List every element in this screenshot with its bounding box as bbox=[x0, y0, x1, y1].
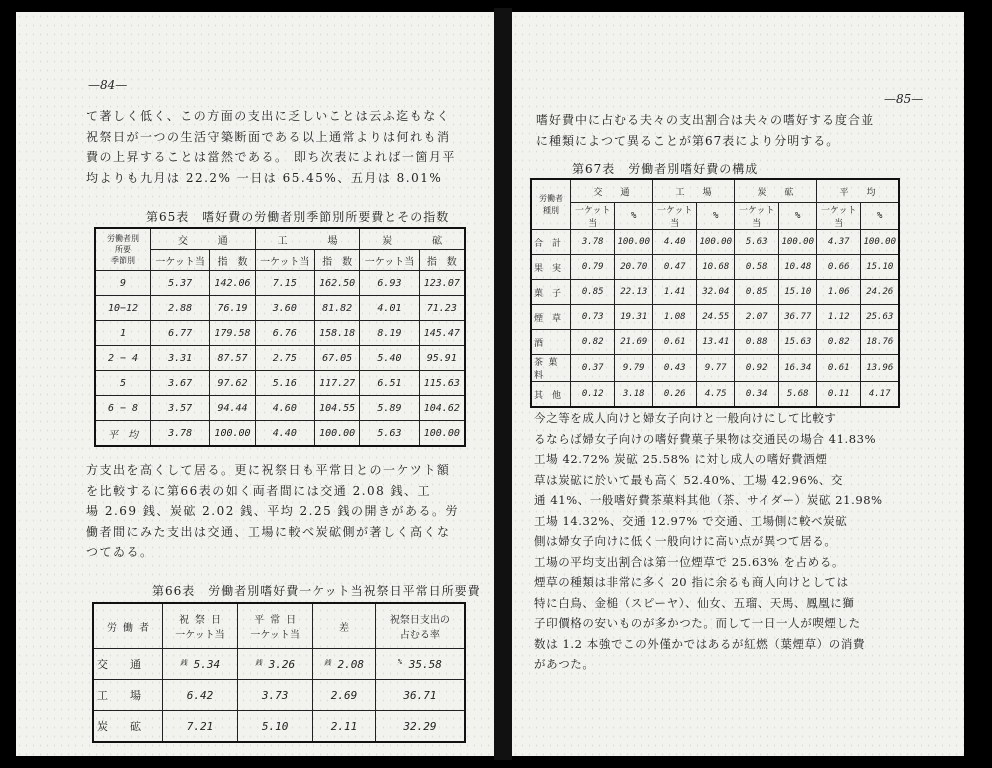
cell: 1.06 bbox=[817, 280, 861, 305]
cell: 0.26 bbox=[653, 382, 697, 408]
cell: 2.69 bbox=[313, 680, 376, 711]
table-corner-cell bbox=[95, 228, 151, 271]
cell: 15.10 bbox=[861, 255, 899, 280]
text-line: 均よりも九月は 22.2% 一日は 65.45%、五月は 8.01% bbox=[86, 170, 443, 185]
cell: 100.00 bbox=[210, 421, 255, 447]
cell: 3.57 bbox=[151, 396, 210, 421]
row-label: 工 場 bbox=[93, 680, 163, 711]
cell: 3.31 bbox=[151, 346, 210, 371]
cell: 7.15 bbox=[255, 271, 314, 296]
cell: 162.50 bbox=[314, 271, 359, 296]
cell: 0.58 bbox=[735, 255, 779, 280]
right-page bbox=[512, 12, 964, 756]
cell: 145.47 bbox=[419, 321, 465, 346]
row-label: 交 通 bbox=[93, 649, 163, 680]
text-line: 嗜好費中に占むる夫々の支出割合は夫々の嗜好する度合並 bbox=[536, 113, 875, 127]
text-line: 草は炭砿に於いて最も高く 52.40%、工場 42.96%、交 bbox=[534, 472, 844, 487]
table-row bbox=[531, 330, 899, 355]
text-line: つてゐる。 bbox=[86, 545, 154, 559]
cell bbox=[238, 649, 313, 680]
cell: 8.19 bbox=[360, 321, 419, 346]
cell: 94.44 bbox=[210, 396, 255, 421]
row-label: 煙 草 bbox=[531, 305, 571, 330]
cell bbox=[163, 649, 238, 680]
cell: 5.10 bbox=[238, 711, 313, 743]
cell: 100.00 bbox=[314, 421, 359, 447]
cell: 0.88 bbox=[735, 330, 779, 355]
cell: 1.12 bbox=[817, 305, 861, 330]
cell: 0.92 bbox=[735, 355, 779, 382]
table-row bbox=[93, 680, 465, 711]
cell: 67.05 bbox=[314, 346, 359, 371]
cell: 3.78 bbox=[151, 421, 210, 447]
cell: 19.31 bbox=[615, 305, 653, 330]
column-subheader: % bbox=[615, 203, 653, 230]
cell: 1.41 bbox=[653, 280, 697, 305]
cell: 4.75 bbox=[697, 382, 735, 408]
cell: 0.82 bbox=[817, 330, 861, 355]
column-group-header: 交 通 bbox=[151, 228, 256, 250]
text-line: 方支出を高くして居る。更に祝祭日も平常日との一ケツト額 bbox=[86, 463, 451, 477]
cell: 0.34 bbox=[735, 382, 779, 408]
table-row bbox=[531, 255, 899, 280]
text-line: 働者間にみた支出は交通、工場に較べ炭砿側が著しく高くな bbox=[86, 524, 451, 539]
cell: 0.85 bbox=[571, 280, 615, 305]
row-label: 茶 菓 料 bbox=[531, 355, 571, 382]
cell: 6.51 bbox=[360, 371, 419, 396]
cell: 158.18 bbox=[314, 321, 359, 346]
cell-value: 3.26 bbox=[268, 657, 296, 671]
row-label: 果 実 bbox=[531, 255, 571, 280]
text-line: 特に白鳥、金槌（スピーヤ）、仙女、五瑠、天馬、鳳凰に獅 bbox=[534, 595, 855, 610]
cell-value: 5.34 bbox=[193, 657, 221, 671]
text-line: 煙草の種類は非常に多く 20 指に余るも商人向けとしては bbox=[534, 575, 849, 589]
column-group-header: 平 均 bbox=[817, 179, 900, 203]
cell: 4.60 bbox=[255, 396, 314, 421]
row-label: 酒 bbox=[531, 330, 571, 355]
text-line: 工場 42.72% 炭砿 25.58% に対し成人の嗜好費酒煙 bbox=[534, 452, 828, 466]
cell: 9.79 bbox=[615, 355, 653, 382]
table-row bbox=[531, 382, 899, 408]
corner-label: 種別 bbox=[543, 205, 559, 215]
column-group-header: 炭 砿 bbox=[735, 179, 817, 203]
cell: 2.07 bbox=[735, 305, 779, 330]
left-paragraph-1 bbox=[86, 106, 456, 188]
table-66 bbox=[92, 602, 466, 743]
table-row bbox=[93, 711, 465, 743]
cell: 100.00 bbox=[697, 230, 735, 255]
cell: 100.00 bbox=[615, 230, 653, 255]
cell: 4.17 bbox=[861, 382, 899, 408]
column-subheader: % bbox=[861, 203, 899, 230]
cell: 81.82 bbox=[314, 296, 359, 321]
column-subheader: 一ケット当 bbox=[255, 250, 314, 271]
cell: 25.63 bbox=[861, 305, 899, 330]
table-66-caption: 第66表 労働者別嗜好費一ケット当祝祭日平常日所要費 bbox=[152, 584, 481, 598]
cell: 13.41 bbox=[697, 330, 735, 355]
page-number-left: —84— bbox=[88, 78, 128, 92]
table-row bbox=[95, 296, 465, 321]
table-row bbox=[95, 321, 465, 346]
column-group-header: 炭 砿 bbox=[360, 228, 465, 250]
row-label: 6 − 8 bbox=[95, 396, 151, 421]
cell: 5.37 bbox=[151, 271, 210, 296]
cell: 20.70 bbox=[615, 255, 653, 280]
table-corner-cell bbox=[531, 179, 571, 230]
cell: 3.78 bbox=[571, 230, 615, 255]
cell: 4.40 bbox=[255, 421, 314, 447]
corner-label: 労働者別 bbox=[107, 234, 139, 243]
cell: 7.21 bbox=[163, 711, 238, 743]
cell: 179.58 bbox=[210, 321, 255, 346]
cell: 104.62 bbox=[419, 396, 465, 421]
cell-value: 35.58 bbox=[408, 657, 442, 671]
right-paragraph-1 bbox=[536, 110, 874, 151]
column-subheader: % bbox=[697, 203, 735, 230]
cell: 115.63 bbox=[419, 371, 465, 396]
cell: 10.68 bbox=[697, 255, 735, 280]
row-label: 2 − 4 bbox=[95, 346, 151, 371]
unit-mark: 銭 bbox=[255, 658, 263, 667]
text-line: があつた。 bbox=[534, 657, 595, 671]
text-line: 通 41%、一般嗜好費茶菓料其他（茶、サイダー）炭砿 21.98% bbox=[534, 493, 883, 507]
text-line: 今之等を成人向けと婦女子向けと一般向けにして比較す bbox=[534, 411, 837, 425]
cell: 6.76 bbox=[255, 321, 314, 346]
cell: 0.47 bbox=[653, 255, 697, 280]
cell: 3.67 bbox=[151, 371, 210, 396]
left-paragraph-2 bbox=[86, 460, 459, 563]
row-label: 菓 子 bbox=[531, 280, 571, 305]
cell: 16.34 bbox=[779, 355, 817, 382]
column-subheader: 一ケット当 bbox=[817, 203, 861, 230]
table-row bbox=[531, 280, 899, 305]
cell: 5.40 bbox=[360, 346, 419, 371]
column-subheader: 指 数 bbox=[314, 250, 359, 271]
cell: 6.93 bbox=[360, 271, 419, 296]
cell: 2.75 bbox=[255, 346, 314, 371]
table-65 bbox=[94, 227, 466, 447]
text-line: 工場の平均支出割合は第一位煙草で 25.63% を占める。 bbox=[534, 554, 845, 569]
cell: 0.11 bbox=[817, 382, 861, 408]
cell: 15.10 bbox=[779, 280, 817, 305]
right-paragraph-2 bbox=[534, 408, 883, 675]
column-group-header: 工 場 bbox=[255, 228, 360, 250]
cell: 5.16 bbox=[255, 371, 314, 396]
cell: 36.77 bbox=[779, 305, 817, 330]
text-line: 場 2.69 銭、炭砿 2.02 銭、平均 2.25 銭の開きがある。労 bbox=[86, 504, 460, 518]
cell: 4.01 bbox=[360, 296, 419, 321]
left-page bbox=[16, 12, 496, 756]
cell: 0.85 bbox=[735, 280, 779, 305]
cell: 3.73 bbox=[238, 680, 313, 711]
cell: 104.55 bbox=[314, 396, 359, 421]
text-line: 祝祭日が一つの生活守築断面である以上通常よりは何れも消 bbox=[86, 129, 451, 144]
cell: 9.77 bbox=[697, 355, 735, 382]
cell: 100.00 bbox=[861, 230, 899, 255]
cell: 5.63 bbox=[360, 421, 419, 447]
table-row bbox=[95, 346, 465, 371]
text-line: を比較するに第66表の如く両者間には交通 2.08 銭、工 bbox=[86, 483, 432, 498]
table-row bbox=[93, 649, 465, 680]
cell: 0.73 bbox=[571, 305, 615, 330]
column-header: 祝祭日支出の 占むる率 bbox=[375, 603, 465, 649]
cell: 87.57 bbox=[210, 346, 255, 371]
cell: 24.26 bbox=[861, 280, 899, 305]
column-header: 平 常 日 一ケット当 bbox=[238, 603, 313, 649]
table-row bbox=[95, 371, 465, 396]
column-subheader: 一ケット当 bbox=[571, 203, 615, 230]
cell: 5.63 bbox=[735, 230, 779, 255]
column-header: 祝 祭 日 一ケット当 bbox=[163, 603, 238, 649]
cell: 13.96 bbox=[861, 355, 899, 382]
column-subheader: 一ケット当 bbox=[360, 250, 419, 271]
text-line: 側は婦女子向けに低く一般向けに高い点が異つて居る。 bbox=[534, 534, 837, 548]
row-label: 平 均 bbox=[95, 421, 151, 447]
cell: 6.42 bbox=[163, 680, 238, 711]
cell: 32.29 bbox=[375, 711, 465, 743]
cell: 3.60 bbox=[255, 296, 314, 321]
cell: 117.27 bbox=[314, 371, 359, 396]
table-row bbox=[95, 271, 465, 296]
cell: 24.55 bbox=[697, 305, 735, 330]
column-subheader: % bbox=[779, 203, 817, 230]
cell: 100.00 bbox=[779, 230, 817, 255]
cell: 36.71 bbox=[375, 680, 465, 711]
column-subheader: 指 数 bbox=[210, 250, 255, 271]
cell: 97.62 bbox=[210, 371, 255, 396]
text-line: て著しく低く、この方面の支出に乏しいことは云ふ迄もなく bbox=[86, 109, 451, 123]
book-spine bbox=[494, 8, 512, 760]
text-line: に種類によつて異ることが第67表により分明する。 bbox=[536, 133, 840, 148]
unit-mark: % bbox=[397, 657, 403, 666]
table-row bbox=[95, 421, 465, 447]
cell: 95.91 bbox=[419, 346, 465, 371]
table-67-caption: 第67表 労働者別嗜好費の構成 bbox=[572, 162, 759, 176]
cell: 10.48 bbox=[779, 255, 817, 280]
row-label: 10−12 bbox=[95, 296, 151, 321]
column-subheader: 一ケット当 bbox=[151, 250, 210, 271]
corner-label: 所要 bbox=[115, 245, 131, 254]
cell bbox=[375, 649, 465, 680]
cell: 21.69 bbox=[615, 330, 653, 355]
column-subheader: 指 数 bbox=[419, 250, 465, 271]
column-header: 労 働 者 bbox=[93, 603, 163, 649]
unit-mark: 銭 bbox=[179, 658, 187, 667]
corner-label: 季節別 bbox=[111, 256, 135, 265]
table-67 bbox=[530, 178, 900, 408]
cell bbox=[313, 649, 376, 680]
cell: 0.12 bbox=[571, 382, 615, 408]
cell: 4.37 bbox=[817, 230, 861, 255]
row-label: 炭 砿 bbox=[93, 711, 163, 743]
cell: 2.88 bbox=[151, 296, 210, 321]
cell: 71.23 bbox=[419, 296, 465, 321]
cell: 32.04 bbox=[697, 280, 735, 305]
cell: 1.08 bbox=[653, 305, 697, 330]
cell: 15.63 bbox=[779, 330, 817, 355]
row-label: 其 他 bbox=[531, 382, 571, 408]
column-header: 差 bbox=[313, 603, 376, 649]
cell: 0.82 bbox=[571, 330, 615, 355]
cell: 0.43 bbox=[653, 355, 697, 382]
corner-label: 労働者 bbox=[539, 193, 563, 203]
text-line: るならば婦女子向けの嗜好費菓子果物は交通民の場合 41.83% bbox=[534, 431, 877, 446]
row-label: 5 bbox=[95, 371, 151, 396]
cell: 5.89 bbox=[360, 396, 419, 421]
cell: 0.61 bbox=[817, 355, 861, 382]
table-row bbox=[531, 305, 899, 330]
table-row bbox=[95, 396, 465, 421]
row-label: 合 計 bbox=[531, 230, 571, 255]
cell: 76.19 bbox=[210, 296, 255, 321]
table-65-caption: 第65表 嗜好費の労働者別季節別所要費とその指数 bbox=[146, 210, 450, 224]
page-number-right: —85— bbox=[884, 92, 924, 106]
cell: 18.76 bbox=[861, 330, 899, 355]
cell: 3.18 bbox=[615, 382, 653, 408]
cell: 6.77 bbox=[151, 321, 210, 346]
row-label: 1 bbox=[95, 321, 151, 346]
column-group-header: 交 通 bbox=[571, 179, 653, 203]
cell-value: 2.08 bbox=[337, 657, 365, 671]
text-line: 費の上昇することは當然である。 即ち次表によれば一箇月平 bbox=[86, 150, 456, 164]
text-line: 工場 14.32%、交通 12.97% で交通、工場側に較べ炭砿 bbox=[534, 513, 848, 528]
table-row bbox=[531, 230, 899, 255]
cell: 123.07 bbox=[419, 271, 465, 296]
cell: 0.79 bbox=[571, 255, 615, 280]
row-label: 9 bbox=[95, 271, 151, 296]
column-group-header: 工 場 bbox=[653, 179, 735, 203]
cell: 22.13 bbox=[615, 280, 653, 305]
column-subheader: 一ケット当 bbox=[653, 203, 697, 230]
cell: 0.61 bbox=[653, 330, 697, 355]
column-subheader: 一ケット当 bbox=[735, 203, 779, 230]
cell: 0.66 bbox=[817, 255, 861, 280]
text-line: 数は 1.2 本強でこの外僅かではあるが紅燃（葉煙草）の消費 bbox=[534, 636, 866, 651]
cell: 0.37 bbox=[571, 355, 615, 382]
cell: 100.00 bbox=[419, 421, 465, 447]
cell: 4.40 bbox=[653, 230, 697, 255]
table-row bbox=[531, 355, 899, 382]
cell: 142.06 bbox=[210, 271, 255, 296]
unit-mark: 銭 bbox=[323, 658, 331, 667]
cell: 2.11 bbox=[313, 711, 376, 743]
cell: 5.68 bbox=[779, 382, 817, 408]
text-line: 子印價格の安いものが多かつた。而して一日一人が喫煙した bbox=[534, 616, 861, 630]
